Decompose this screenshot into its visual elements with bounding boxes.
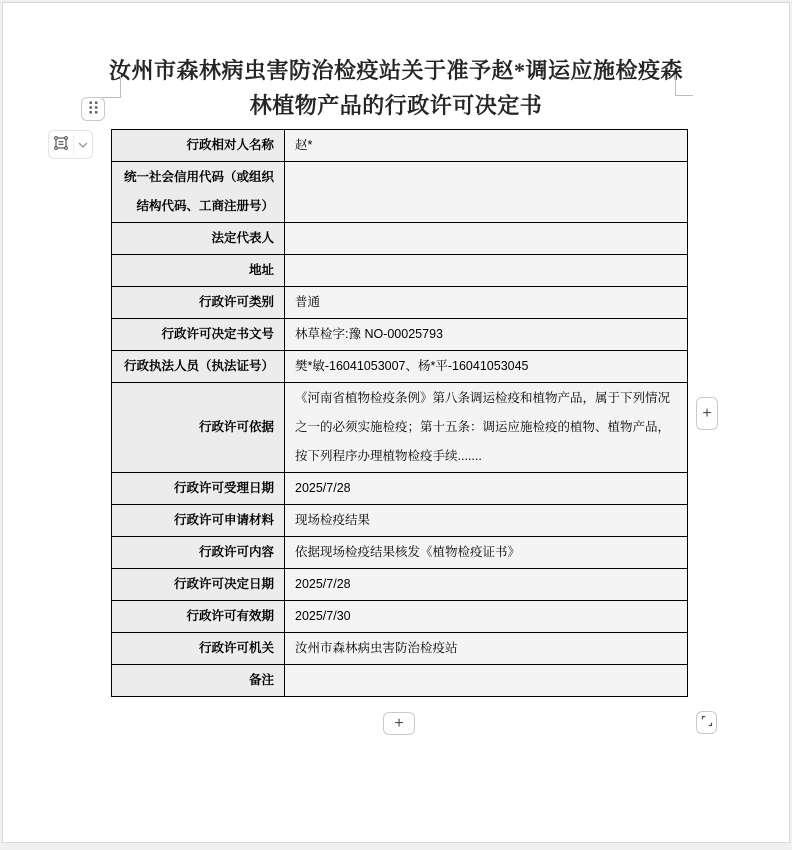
row-label: 行政许可决定日期 bbox=[112, 569, 285, 601]
row-value[interactable]: 2025/7/28 bbox=[285, 473, 688, 505]
corner-brackets-expand-icon bbox=[701, 715, 713, 730]
block-select-frame-icon bbox=[53, 135, 69, 154]
document-page bbox=[2, 2, 790, 843]
row-label: 行政执法人员（执法证号） bbox=[112, 351, 285, 383]
select-block-button[interactable] bbox=[49, 131, 73, 158]
row-label: 行政许可有效期 bbox=[112, 601, 285, 633]
expand-table-button[interactable] bbox=[696, 711, 717, 734]
table-row bbox=[112, 287, 688, 319]
table-row bbox=[112, 665, 688, 697]
six-dots-drag-icon bbox=[88, 100, 99, 118]
table-row bbox=[112, 223, 688, 255]
row-value[interactable]: 现场检疫结果 bbox=[285, 505, 688, 537]
row-label: 行政许可依据 bbox=[112, 383, 285, 473]
row-label: 行政相对人名称 bbox=[112, 130, 285, 162]
row-value[interactable] bbox=[285, 162, 688, 223]
row-value[interactable]: 2025/7/30 bbox=[285, 601, 688, 633]
row-value[interactable]: 普通 bbox=[285, 287, 688, 319]
line-selection-bracket-left bbox=[102, 76, 121, 98]
plus-icon: + bbox=[394, 714, 404, 732]
row-value[interactable]: 依据现场检疫结果核发《植物检疫证书》 bbox=[285, 537, 688, 569]
table-row bbox=[112, 351, 688, 383]
row-value[interactable] bbox=[285, 223, 688, 255]
table-row bbox=[112, 473, 688, 505]
drag-handle-button[interactable] bbox=[81, 97, 105, 121]
table-row bbox=[112, 319, 688, 351]
document-title-line2: 林植物产品的行政许可决定书 bbox=[249, 93, 543, 118]
table-row bbox=[112, 162, 688, 223]
row-value[interactable] bbox=[285, 665, 688, 697]
table-row bbox=[112, 537, 688, 569]
row-label: 行政许可决定书文号 bbox=[112, 319, 285, 351]
row-label: 行政许可内容 bbox=[112, 537, 285, 569]
row-label: 备注 bbox=[112, 665, 285, 697]
table-row bbox=[112, 255, 688, 287]
block-toolbar bbox=[48, 130, 93, 159]
table-row bbox=[112, 505, 688, 537]
permit-table-body bbox=[112, 130, 688, 697]
line-selection-bracket-right bbox=[675, 74, 693, 96]
row-label: 行政许可受理日期 bbox=[112, 473, 285, 505]
block-options-dropdown-button[interactable] bbox=[74, 131, 92, 158]
row-label: 统一社会信用代码（或组织结构代码、工商注册号） bbox=[112, 162, 285, 223]
row-label: 法定代表人 bbox=[112, 223, 285, 255]
row-value[interactable]: 林草检字:豫 NO-00025793 bbox=[285, 319, 688, 351]
row-value[interactable]: 汝州市森林病虫害防治检疫站 bbox=[285, 633, 688, 665]
add-row-button[interactable] bbox=[383, 712, 415, 735]
table-row bbox=[112, 383, 688, 473]
permit-table bbox=[111, 129, 688, 697]
table-row bbox=[112, 130, 688, 162]
row-label: 行政许可机关 bbox=[112, 633, 285, 665]
row-value[interactable]: 《河南省植物检疫条例》第八条调运检疫和植物产品，属于下列情况之一的必须实施检疫；第十五条：调运应施检疫的植物、植物产品，按下列程序办理植物检疫手续....... bbox=[285, 383, 688, 473]
table-row bbox=[112, 601, 688, 633]
row-value[interactable]: 2025/7/28 bbox=[285, 569, 688, 601]
chevron-down-icon bbox=[78, 137, 88, 152]
add-column-button[interactable] bbox=[696, 397, 718, 430]
row-value[interactable] bbox=[285, 255, 688, 287]
row-label: 行政许可类别 bbox=[112, 287, 285, 319]
row-label: 行政许可申请材料 bbox=[112, 505, 285, 537]
row-value[interactable]: 樊*敏-16041053007、杨*平-16041053045 bbox=[285, 351, 688, 383]
plus-icon: + bbox=[702, 404, 712, 422]
row-label: 地址 bbox=[112, 255, 285, 287]
table-row bbox=[112, 633, 688, 665]
row-value[interactable]: 赵* bbox=[285, 130, 688, 162]
document-title-line1: 汝州市森林病虫害防治检疫站关于准予赵*调运应施检疫森 bbox=[108, 58, 683, 83]
table-row bbox=[112, 569, 688, 601]
